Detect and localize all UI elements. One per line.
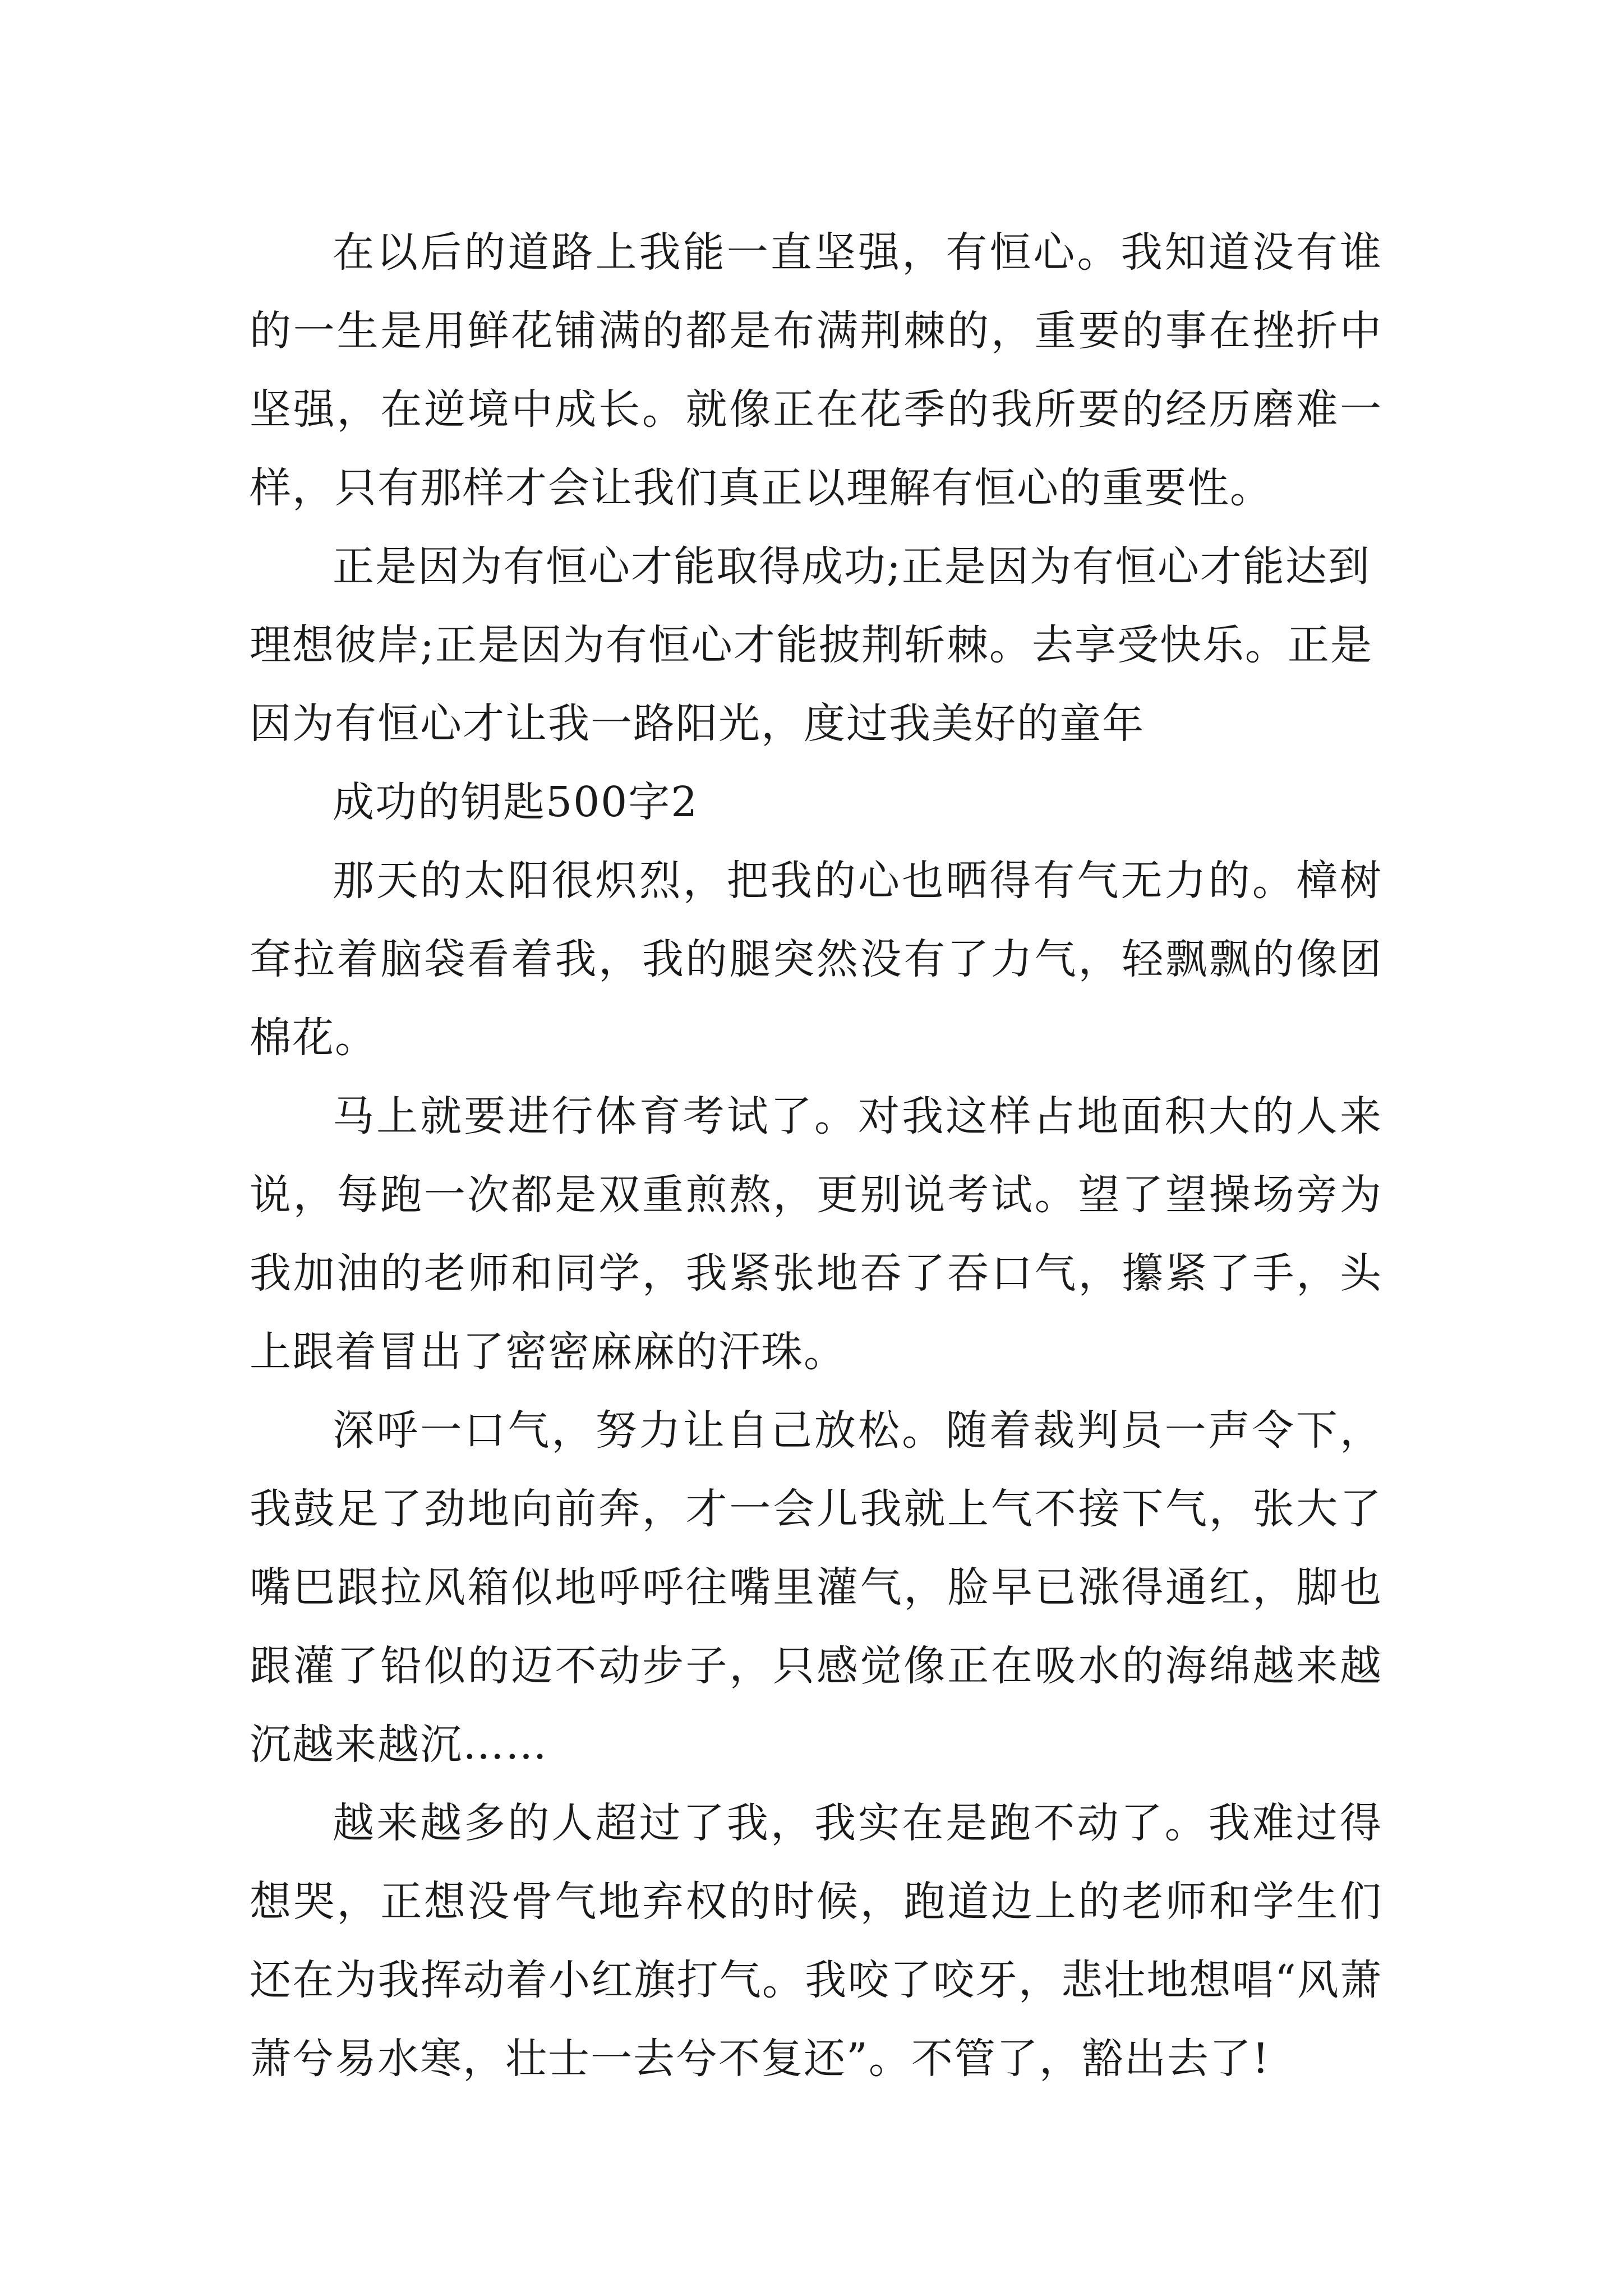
paragraph-exam: 马上就要进行体育考试了。对我这样占地面积大的人来说，每跑一次都是双重煎熬，更别说考试。望了望操场旁为我加油的老师和同学，我紧张地吞了吞口气，攥紧了手，头上跟着冒出了密密麻麻的汗珠。 [250,1092,1382,1376]
paragraph-encouragement: 越来越多的人超过了我，我实在是跑不动了。我难过得想哭，正想没骨气地弃权的时候，跑道边上的老师和学生们还在为我挥动着小红旗打气。我咬了咬牙，悲壮地想唱“风萧萧兮易水寒，壮士一去兮不复还”。不管了，豁出去了! [250,1799,1382,2083]
paragraph-running: 深呼一口气，努力让自己放松。随着裁判员一声令下，我鼓足了劲地向前奔，才一会儿我就上气不接下气，张大了嘴巴跟拉风箱似地呼呼往嘴里灌气，脸早已涨得通红，脚也跟灌了铅似的迈不动步子，只感觉像正在吸水的海绵越来越沉越来越沉…… [250,1406,1382,1769]
paragraph-sun: 那天的太阳很炽烈，把我的心也晒得有气无力的。樟树耷拉着脑袋看着我，我的腿突然没有了力气，轻飘飘的像团棉花。 [250,857,1382,1062]
section-heading: 成功的钥匙500字2 [333,778,699,826]
paragraph-conclusion: 正是因为有恒心才能取得成功;正是因为有恒心才能达到理想彼岸;正是因为有恒心才能披荆斩棘。去享受快乐。正是因为有恒心才让我一路阳光，度过我美好的童年 [250,542,1373,748]
paragraph-perseverance: 在以后的道路上我能一直坚强，有恒心。我知道没有谁的一生是用鲜花铺满的都是布满荆棘的，重要的事在挫折中坚强，在逆境中成长。就像正在花季的我所要的经历磨难一样，只有那样才会让我们真正以理解有恒心的重要性。 [250,228,1382,512]
document-body [250,213,1382,2098]
